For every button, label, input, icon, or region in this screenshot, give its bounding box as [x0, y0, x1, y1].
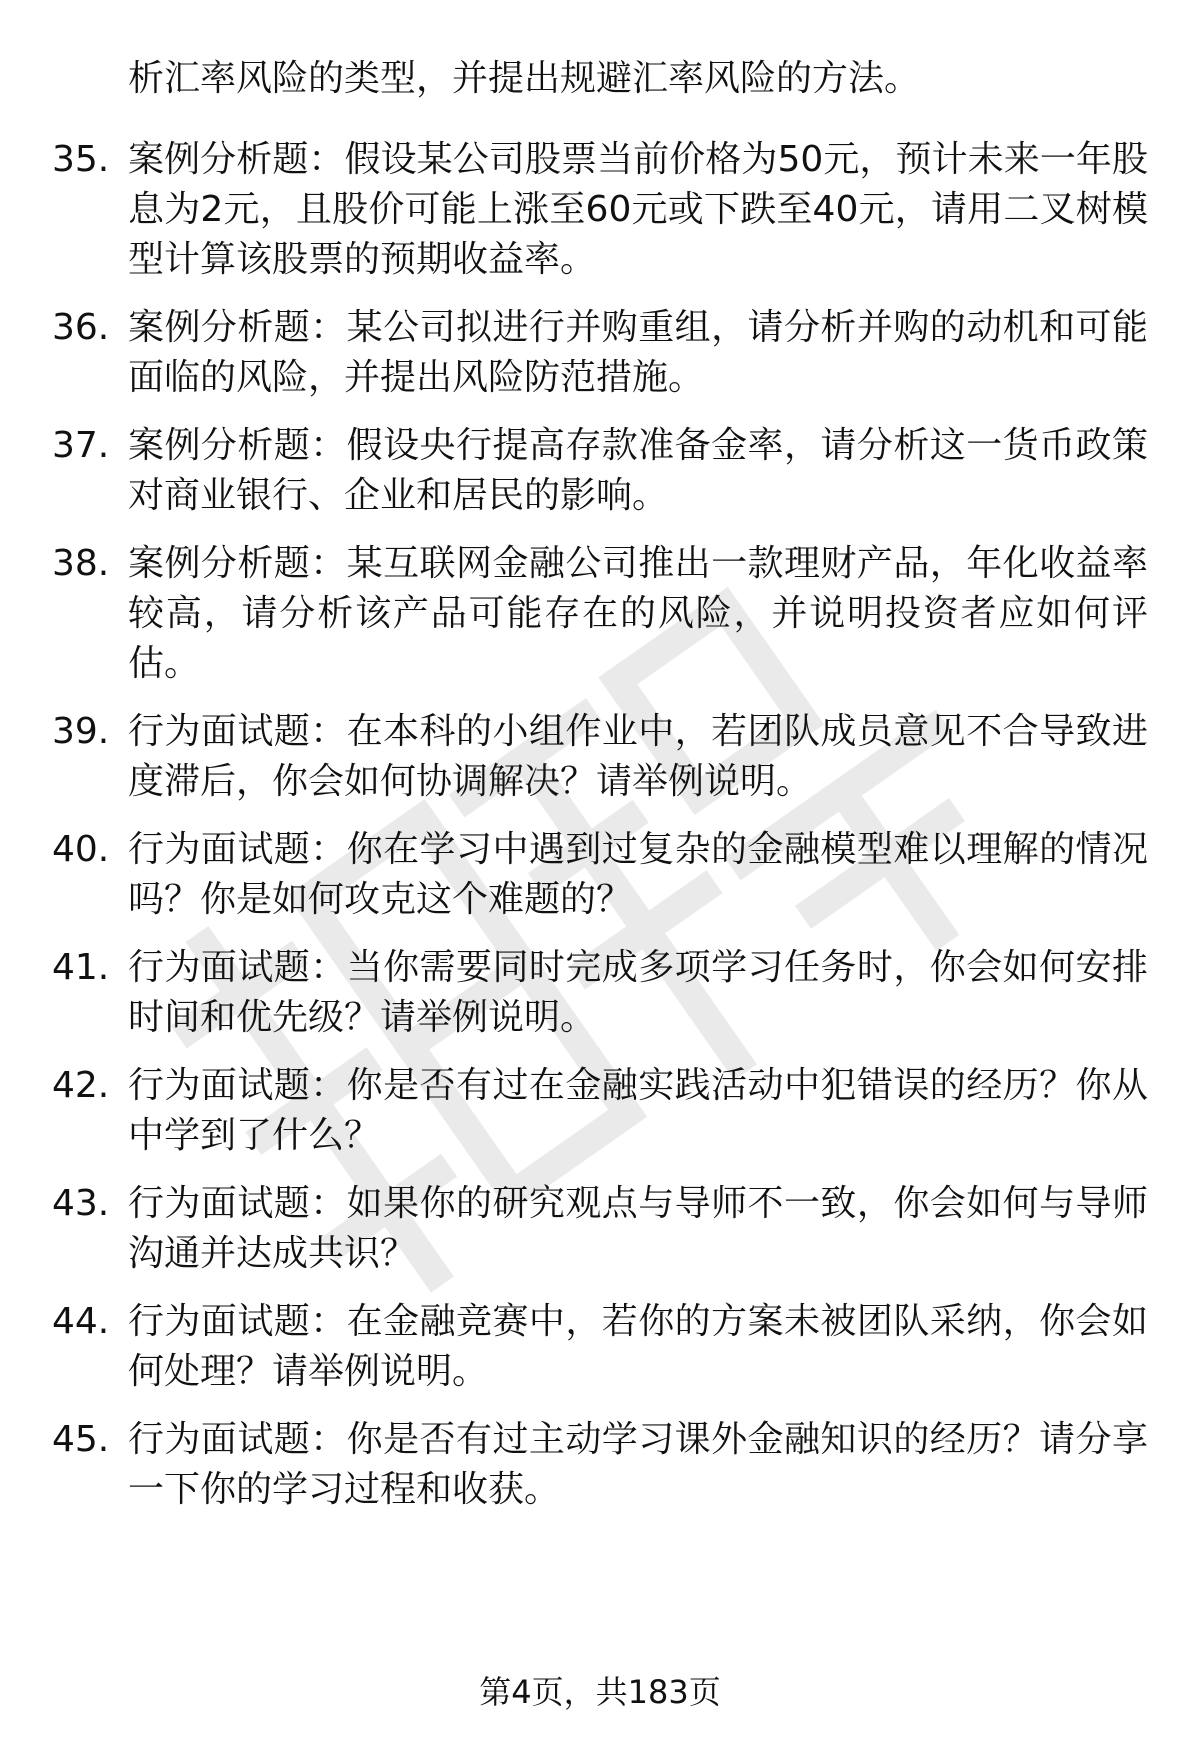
question-number: 38. [52, 543, 110, 584]
question-text: 行为面试题：你在学习中遇到过复杂的金融模型难以理解的情况吗？你是如何攻克这个难题的？ [128, 829, 1148, 920]
question-number: 45. [52, 1419, 110, 1460]
question-text: 行为面试题：你是否有过主动学习课外金融知识的经历？请分享一下你的学习过程和收获。 [128, 1419, 1148, 1510]
question-text: 行为面试题：在本科的小组作业中，若团队成员意见不合导致进度滞后，你会如何协调解决？请举例说明。 [128, 711, 1148, 802]
question-number: 36. [52, 307, 110, 348]
question-item [0, 1179, 1200, 1279]
question-number: 42. [52, 1065, 110, 1106]
question-text: 行为面试题：当你需要同时完成多项学习任务时，你会如何安排时间和优先级？请举例说明。 [128, 947, 1148, 1038]
question-text: 案例分析题：某互联网金融公司推出一款理财产品，年化收益率较高，请分析该产品可能存在的风险，并说明投资者应如何评估。 [128, 543, 1148, 684]
question-item [0, 1415, 1200, 1515]
question-text: 案例分析题：假设某公司股票当前价格为50元，预计未来一年股息为2元，且股价可能上涨至60元或下跌至40元，请用二叉树模型计算该股票的预期收益率。 [128, 139, 1148, 280]
question-item [0, 303, 1200, 403]
question-text: 案例分析题：某公司拟进行并购重组，请分析并购的动机和可能面临的风险，并提出风险防范措施。 [128, 307, 1148, 398]
question-number: 40. [52, 829, 110, 870]
question-item [0, 943, 1200, 1043]
page-footer: 第4页，共183页 [479, 1673, 721, 1711]
question-text: 行为面试题：如果你的研究观点与导师不一致，你会如何与导师沟通并达成共识？ [128, 1183, 1148, 1274]
question-number: 37. [52, 425, 110, 466]
question-text: 行为面试题：你是否有过在金融实践活动中犯错误的经历？你从中学到了什么？ [128, 1065, 1148, 1156]
question-item [0, 539, 1200, 689]
question-number: 41. [52, 947, 110, 988]
question-item [0, 1061, 1200, 1161]
question-number: 43. [52, 1183, 110, 1224]
question-item [0, 825, 1200, 925]
question-list [0, 135, 1200, 1533]
continuation-text: 析汇率风险的类型，并提出规避汇率风险的方法。 [128, 58, 921, 99]
question-text: 行为面试题：在金融竞赛中，若你的方案未被团队采纳，你会如何处理？请举例说明。 [128, 1301, 1148, 1392]
question-item [0, 1297, 1200, 1397]
question-item [0, 707, 1200, 807]
question-item [0, 135, 1200, 285]
question-number: 39. [52, 711, 110, 752]
question-item [0, 421, 1200, 521]
question-text: 案例分析题：假设央行提高存款准备金率，请分析这一货币政策对商业银行、企业和居民的影响。 [128, 425, 1148, 516]
question-number: 44. [52, 1301, 110, 1342]
question-number: 35. [52, 139, 110, 180]
